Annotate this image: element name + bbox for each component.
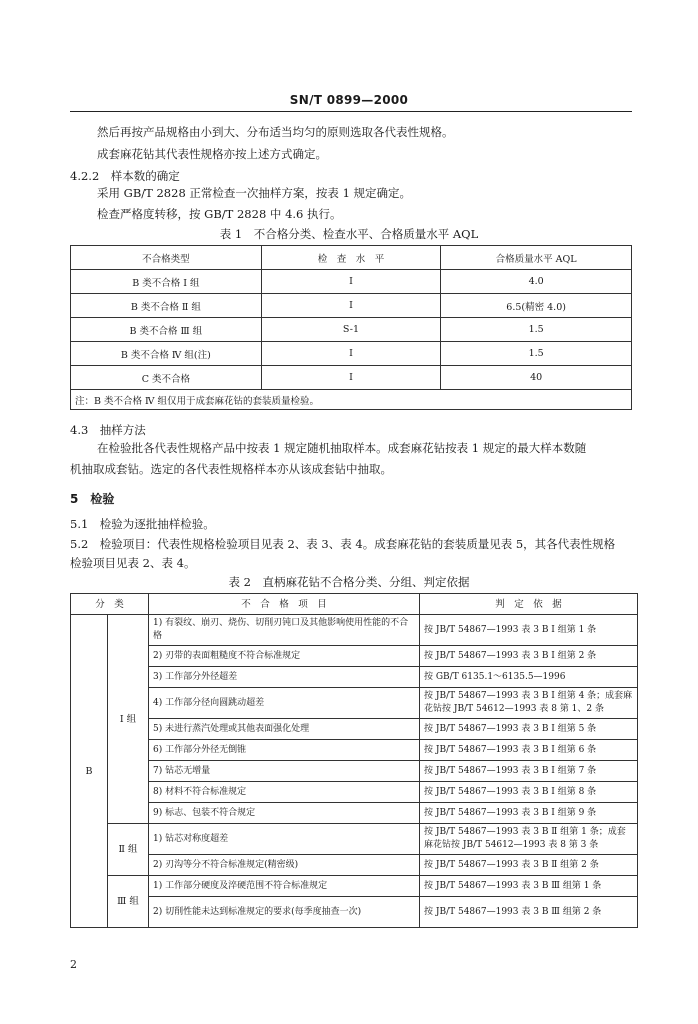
table-row [71,761,638,782]
table-row [71,318,632,342]
group-cell: Ⅱ 组 [108,824,149,876]
table-row [71,615,638,646]
section-heading-5: 5 检验 [70,492,115,506]
page-number: 2 [70,958,77,971]
item-cell: 4) 工作部分径向圆跳动超差 [149,688,420,719]
page-header: SN/T 0899—2000 [289,93,409,107]
column-header: 不合格类型 [71,246,262,270]
basis-cell: 按 JB/T 54867—1993 表 3 B Ⅱ 组第 2 条 [420,855,638,876]
table-row [71,876,638,897]
basis-cell: 按 JB/T 54867—1993 表 3 B Ⅲ 组第 2 条 [420,897,638,928]
table-cell: Ⅰ [261,270,441,294]
table-cell: 1.5 [441,342,632,366]
table-note: 注：B 类不合格 Ⅳ 组仅用于成套麻花钻的套装质量检验。 [71,390,632,410]
table-cell: B 类不合格 Ⅰ 组 [71,270,262,294]
table-2-caption: 表 2 直柄麻花钻不合格分类、分组、判定依据 [228,575,470,589]
table-row [71,719,638,740]
table-header-row [71,246,632,270]
basis-cell: 按 JB/T 54867—1993 表 3 B Ⅰ 组第 5 条 [420,719,638,740]
basis-cell: 按 JB/T 54867—1993 表 3 B Ⅰ 组第 7 条 [420,761,638,782]
paragraph: 成套麻花钻其代表性规格亦按上述方式确定。 [97,147,327,161]
paragraph: 采用 GB/T 2828 正常检查一次抽样方案，按表 1 规定确定。 [97,186,412,200]
group-cell: Ⅲ 组 [108,876,149,928]
table-row [71,803,638,824]
item-cell: 7) 钻芯无增量 [149,761,420,782]
table-cell: 6.5(精密 4.0) [441,294,632,318]
basis-cell: 按 JB/T 54867—1993 表 3 B Ⅰ 组第 2 条 [420,646,638,667]
table-row [71,782,638,803]
paragraph: 然后再按产品规格由小到大、分布适当均匀的原则选取各代表性规格。 [97,125,454,139]
column-header: 不 合 格 项 目 [149,594,420,615]
table-row [71,342,632,366]
table-cell: Ⅰ [261,342,441,366]
table-cell: B 类不合格 Ⅱ 组 [71,294,262,318]
header-rule [70,111,632,112]
item-cell: 5) 未进行蒸汽处理或其他表面强化处理 [149,719,420,740]
column-header: 判 定 依 据 [420,594,638,615]
table-row [71,740,638,761]
item-cell: 1) 钻芯对称度超差 [149,824,420,855]
table-2 [70,593,638,928]
basis-cell: 按 JB/T 54867—1993 表 3 B Ⅰ 组第 8 条 [420,782,638,803]
basis-cell: 按 JB/T 54867—1993 表 3 B Ⅲ 组第 1 条 [420,876,638,897]
table-row [71,824,638,855]
column-header: 检 查 水 平 [261,246,441,270]
item-cell: 1) 工作部分硬度及淬硬范围不符合标准规定 [149,876,420,897]
paragraph: 在检验批各代表性规格产品中按表 1 规定随机抽取样本。成套麻花钻按表 1 规定的最大样本数随 [97,441,587,455]
column-header: 合格质量水平 AQL [441,246,632,270]
paragraph: 检查严格度转移，按 GB/T 2828 中 4.6 执行。 [97,207,342,221]
table-row [71,270,632,294]
table-cell: S-1 [261,318,441,342]
table-1-caption: 表 1 不合格分类、检查水平、合格质量水平 AQL [219,227,479,241]
item-cell: 8) 材料不符合标准规定 [149,782,420,803]
group-cell: Ⅰ 组 [108,615,149,824]
basis-cell: 按 GB/T 6135.1～6135.5—1996 [420,667,638,688]
table-1 [70,245,632,410]
item-cell: 2) 刃带的表面粗糙度不符合标准规定 [149,646,420,667]
paragraph: 5.1 检验为逐批抽样检验。 [70,517,215,531]
basis-cell: 按 JB/T 54867—1993 表 3 B Ⅰ 组第 4 条；成套麻花钻按 JB/T 54612—1993 表 8 第 1、2 条 [420,688,638,719]
table-cell: Ⅰ [261,294,441,318]
basis-cell: 按 JB/T 54867—1993 表 3 B Ⅰ 组第 9 条 [420,803,638,824]
basis-cell: 按 JB/T 54867—1993 表 3 B Ⅰ 组第 6 条 [420,740,638,761]
table-row [71,855,638,876]
basis-cell: 按 JB/T 54867—1993 表 3 B Ⅰ 组第 1 条 [420,615,638,646]
table-row [71,294,632,318]
category-cell: B [71,615,108,928]
item-cell: 2) 切削性能未达到标准规定的要求(每季度抽查一次) [149,897,420,928]
table-cell: B 类不合格 Ⅳ 组(注) [71,342,262,366]
table-cell: 40 [441,366,632,390]
table-cell: 1.5 [441,318,632,342]
table-cell: B 类不合格 Ⅲ 组 [71,318,262,342]
table-row [71,646,638,667]
table-row [71,897,638,928]
table-cell: Ⅰ [261,366,441,390]
paragraph: 5.2 检验项目：代表性规格检验项目见表 2、表 3、表 4。成套麻花钻的套装质量见表 5，其各代表性规格 [70,537,616,551]
item-cell: 3) 工作部分外径超差 [149,667,420,688]
table-note-row [71,390,632,410]
table-row [71,366,632,390]
item-cell: 1) 有裂纹、崩刃、烧伤、切削刃钝口及其他影响使用性能的不合格 [149,615,420,646]
table-row [71,688,638,719]
section-heading-4-3: 4.3 抽样方法 [70,423,146,437]
paragraph: 检验项目见表 2、表 4。 [70,556,196,570]
paragraph: 机抽取成套钻。选定的各代表性规格样本亦从该成套钻中抽取。 [70,462,392,476]
table-cell: C 类不合格 [71,366,262,390]
table-cell: 4.0 [441,270,632,294]
item-cell: 9) 标志、包装不符合规定 [149,803,420,824]
column-header: 分 类 [71,594,149,615]
table-header-row [71,594,638,615]
basis-cell: 按 JB/T 54867—1993 表 3 B Ⅱ 组第 1 条；成套麻花钻按 JB/T 54612—1993 表 8 第 3 条 [420,824,638,855]
item-cell: 2) 刃沟等分不符合标准规定(精密级) [149,855,420,876]
section-heading-4-2-2: 4.2.2 样本数的确定 [70,169,180,183]
table-row [71,667,638,688]
item-cell: 6) 工作部分外径无倒锥 [149,740,420,761]
